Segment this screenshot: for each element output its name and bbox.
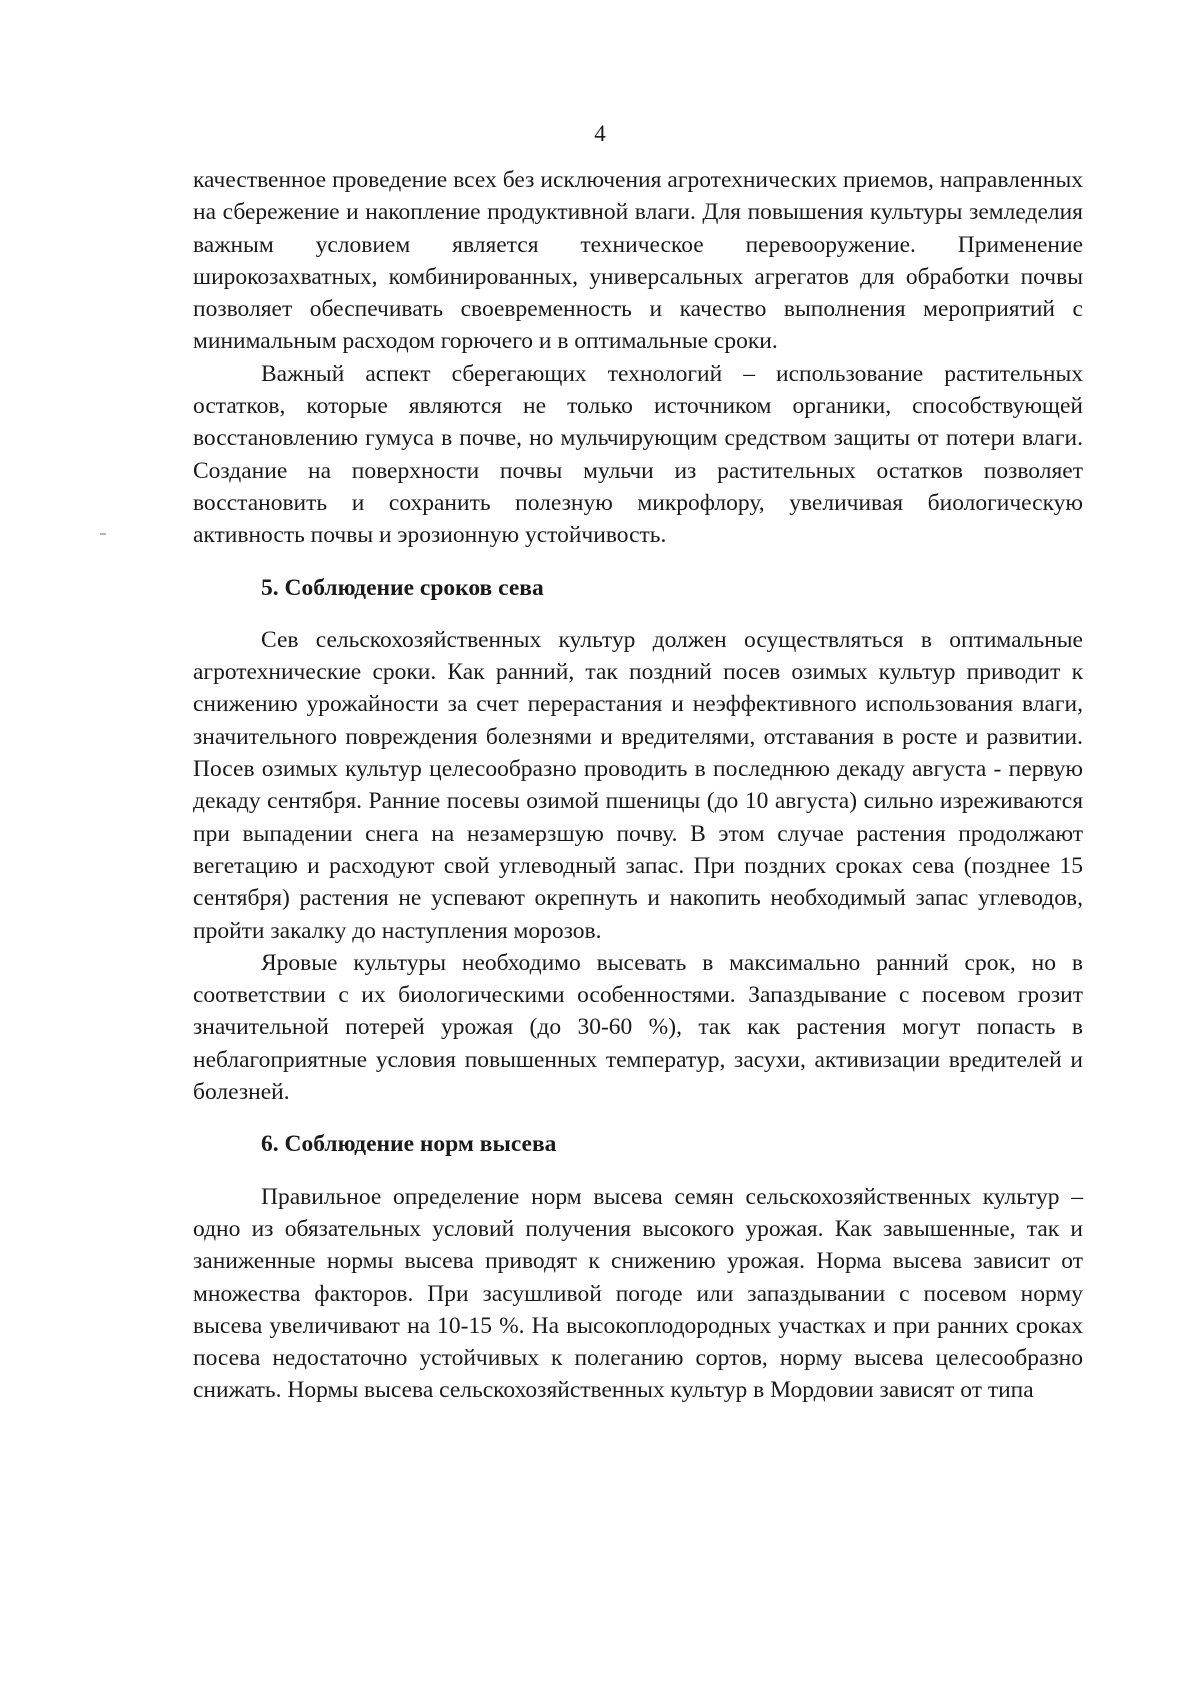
paragraph-continued: качественное проведение всех без исключения агротехнических приемов, направленных на сбережение и накопление продуктивной влаги. Для повышения культуры земледелия важным условием является техническое перевооружение. Применение широкозахватных, комбинированных, универсальных агрегатов для обработки почвы позволяет обеспечивать своевременность и качество выполнения мероприятий с минимальным расходом горючего и в оптимальные сроки. <box>193 167 1083 355</box>
scan-artifact <box>100 533 106 535</box>
paragraph-mulch: Важный аспект сберегающих технологий – использование растительных остатков, которые являются не только источником органики, способствующей восстановлению гумуса в почве, но мульчирующим средством защиты от потери влаги. Создание на поверхности почвы мульчи из растительных остатков позволяет восстановить и сохранить полезную микрофлору, увеличивая биологическую активность почвы и эрозионную устойчивость. <box>193 360 1083 549</box>
paragraph-spring-crops: Яровые культуры необходимо высевать в максимально ранний срок, но в соответствии с их биологическими особенностями. Запаздывание с посевом грозит значительной потерей урожая (до 30-60 %), так как растения могут попасть в неблагоприятные условия повышенных температур, засухи, активизации вредителей и болезней. <box>193 949 1083 1106</box>
page-number: 4 <box>594 121 606 146</box>
section-heading-sowing-dates: 5. Соблюдение сроков сева <box>261 574 544 601</box>
section-heading-seeding-rates: 6. Соблюдение норм высева <box>261 1131 557 1158</box>
page-content <box>193 164 1083 1407</box>
paragraph-winter-crops: Сев сельскохозяйственных культур должен осуществляться в оптимальные агротехнические сроки. Как ранний, так поздний посев озимых культур приводит к снижению урожайности за счет перерастания и неэффективного использования влаги, значительного повреждения болезнями и вредителями, отставания в росте и развитии. Посев озимых культур целесообразно проводить в последнюю декаду августа - первую декаду сентября. Ранние посевы озимой пшеницы (до 10 августа) сильно изреживаются при выпадении снега на незамерзшую почву. В этом случае растения продолжают вегетацию и расходуют свой углеводный запас. При поздних сроках сева (позднее 15 сентября) растения не успевают окрепнуть и накопить необходимый запас углеводов, пройти закалку до наступления морозов. <box>193 626 1083 944</box>
paragraph-seeding-rates: Правильное определение норм высева семян сельскохозяйственных культур – одно из обязательных условий получения высокого урожая. Как завышенные, так и заниженные нормы высева приводят к снижению урожая. Норма высева зависит от множества факторов. При засушливой погоде или запаздывании с посевом норму высева увеличивают на 10-15 %. На высокоплодородных участках и при ранних сроках посева недостаточно устойчивых к полеганию сортов, норму высева целесообразно снижать. Нормы высева сельскохозяйственных культур в Мордовии зависят от типа <box>193 1183 1083 1404</box>
